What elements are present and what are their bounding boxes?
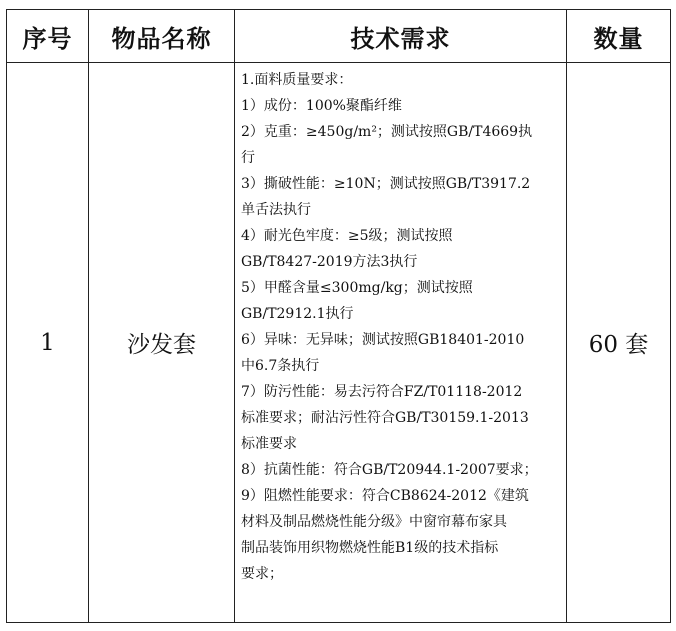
requirement-line: 标准要求；耐沾污性符合GB/T30159.1-2013 bbox=[241, 410, 529, 426]
requirement-line: 8）抗菌性能：符合GB/T20944.1-2007要求； bbox=[241, 462, 538, 478]
requirement-line: 1.面料质量要求： bbox=[241, 72, 353, 88]
requirement-line: 6）异味：无异味；测试按照GB18401-2010 bbox=[241, 332, 525, 348]
row-item-name: 沙发套 bbox=[89, 63, 235, 623]
requirement-line: GB/T2912.1执行 bbox=[241, 306, 354, 322]
requirement-line: 2）克重：≥450g/m²；测试按照GB/T4669执 bbox=[241, 124, 533, 140]
row-requirements bbox=[235, 63, 567, 623]
requirement-line: 1）成份：100%聚酯纤维 bbox=[241, 98, 402, 114]
requirement-line: 标准要求 bbox=[241, 436, 297, 452]
spec-table bbox=[6, 9, 671, 623]
requirement-line: 要求； bbox=[241, 566, 283, 582]
header-requirements: 技术需求 bbox=[235, 10, 567, 63]
requirement-line: 材料及制品燃烧性能分级》中窗帘幕布家具 bbox=[241, 514, 507, 530]
requirement-line: 7）防污性能：易去污符合FZ/T01118-2012 bbox=[241, 384, 523, 400]
table-row bbox=[7, 63, 671, 623]
requirement-line: 9）阻燃性能要求：符合CB8624-2012《建筑 bbox=[241, 488, 529, 504]
header-quantity: 数量 bbox=[567, 10, 671, 63]
requirement-line: 中6.7条执行 bbox=[241, 358, 320, 374]
row-no: 1 bbox=[7, 63, 89, 623]
row-quantity: 60 套 bbox=[567, 63, 671, 623]
requirement-line: 单舌法执行 bbox=[241, 202, 311, 218]
requirement-line: 制品装饰用织物燃烧性能B1级的技术指标 bbox=[241, 540, 499, 556]
requirement-line: 3）撕破性能：≥10N；测试按照GB/T3917.2 bbox=[241, 176, 531, 192]
header-item-name: 物品名称 bbox=[89, 10, 235, 63]
header-no: 序号 bbox=[7, 10, 89, 63]
requirement-line: 行 bbox=[241, 150, 255, 166]
header-row bbox=[7, 10, 671, 63]
requirement-line: 4）耐光色牢度：≥5级；测试按照 bbox=[241, 228, 453, 244]
requirement-line: 5）甲醛含量≤300mg/kg；测试按照 bbox=[241, 280, 473, 296]
requirement-line: GB/T8427-2019方法3执行 bbox=[241, 254, 418, 270]
